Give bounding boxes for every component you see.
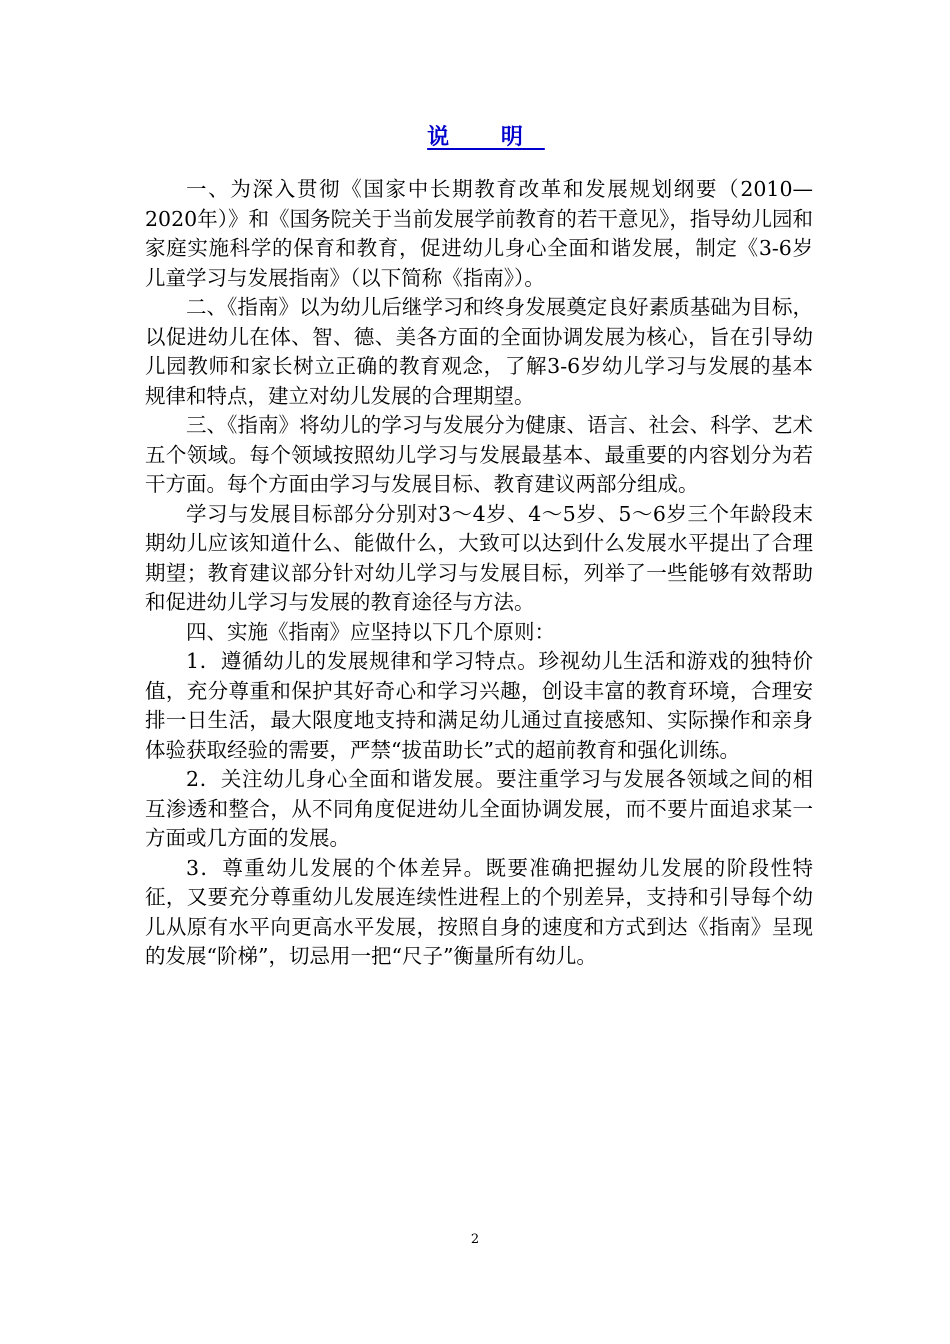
principle-3: 3．尊重幼儿发展的个体差异。既要准确把握幼儿发展的阶段性特征，又要充分尊重幼儿发展连续性进程上的个别差异，支持和引导每个幼儿从原有水平向更高水平发展，按照自身的速度和方式到达《指南》呈现的发展“阶梯”，切忌用一把“尺子”衡量所有幼儿。 <box>145 855 813 968</box>
page-number: 2 <box>470 1232 480 1247</box>
paragraph-1: 一、为深入贯彻《国家中长期教育改革和发展规划纲要（2010—2020年）》和《国务院关于当前发展学前教育的若干意见》，指导幼儿园和家庭实施科学的保育和教育，促进幼儿身心全面和谐发展，制定《3-6岁儿童学习与发展指南》（以下简称《指南》）。 <box>145 177 813 290</box>
paragraph-2: 二、《指南》以为幼儿后继学习和终身发展奠定良好素质基础为目标，以促进幼儿在体、智、德、美各方面的全面协调发展为核心，旨在引导幼儿园教师和家长树立正确的教育观念，了解3-6岁幼儿学习与发展的基本规律和特点，建立对幼儿发展的合理期望。 <box>145 295 813 408</box>
principle-2: 2．关注幼儿身心全面和谐发展。要注重学习与发展各领域之间的相互渗透和整合，从不同角度促进幼儿全面协调发展，而不要片面追求某一方面或几方面的发展。 <box>145 767 813 850</box>
paragraph-3: 三、《指南》将幼儿的学习与发展分为健康、语言、社会、科学、艺术五个领域。每个领域按照幼儿学习与发展最基本、最重要的内容划分为若干方面。每个方面由学习与发展目标、教育建议两部分组成。 <box>145 413 813 496</box>
document-body <box>145 175 813 972</box>
title-link[interactable]: 说 明 <box>427 124 545 150</box>
page-title <box>0 122 950 152</box>
principle-1: 1．遵循幼儿的发展规律和学习特点。珍视幼儿生活和游戏的独特价值，充分尊重和保护其好奇心和学习兴趣，创设丰富的教育环境，合理安排一日生活，最大限度地支持和满足幼儿通过直接感知、实际操作和亲身体验获取经验的需要，严禁“拔苗助长”式的超前教育和强化训练。 <box>145 649 813 762</box>
paragraph-5: 四、实施《指南》应坚持以下几个原则： <box>186 619 555 644</box>
paragraph-4: 学习与发展目标部分分别对3～4岁、4～5岁、5～6岁三个年龄段末期幼儿应该知道什么、能做什么，大致可以达到什么发展水平提出了合理期望；教育建议部分针对幼儿学习与发展目标，列举了一些能够有效帮助和促进幼儿学习与发展的教育途径与方法。 <box>145 501 813 614</box>
